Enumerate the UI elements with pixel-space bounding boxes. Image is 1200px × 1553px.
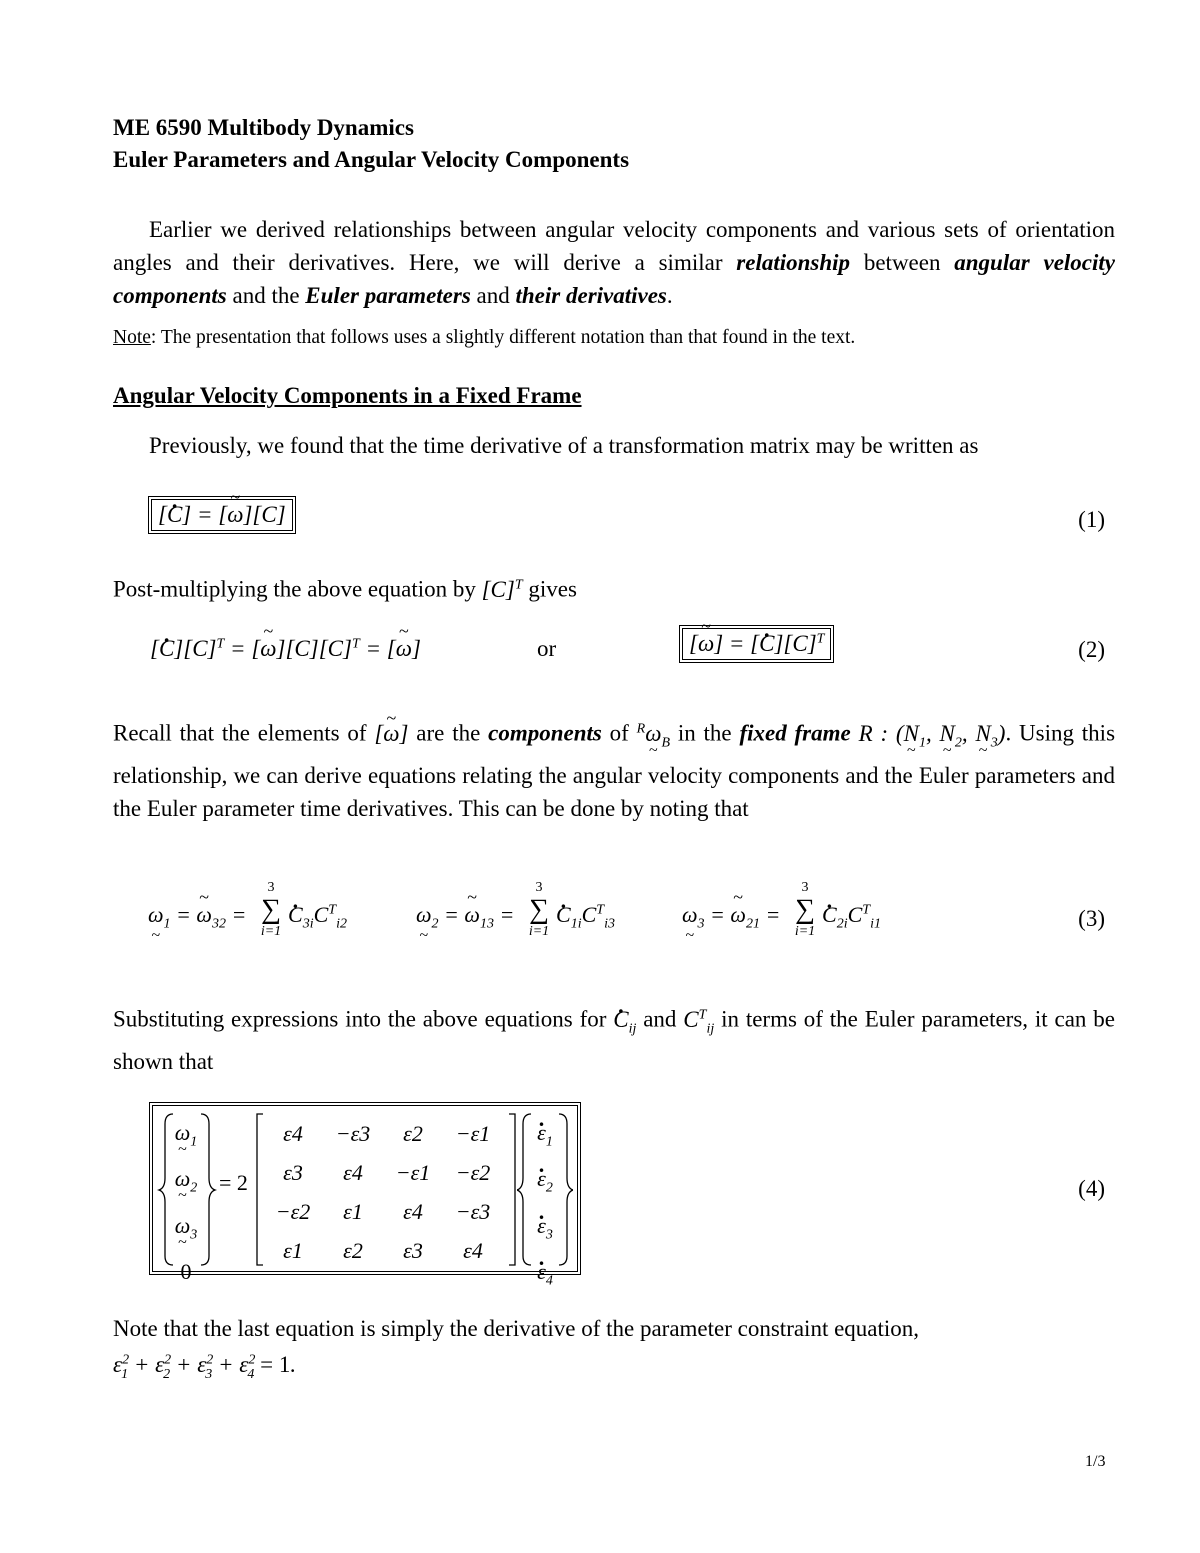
paragraph-1: Previously, we found that the time derivative of a transformation matrix may be written as (149, 433, 979, 458)
paragraph-4: Substituting expressions into the above equations for . $C_{ij}$ and $C^T_{ij}$ in terms of the Euler parameters, it can be shown that (113, 998, 1115, 1078)
equation-1-number: (1) (1078, 507, 1105, 532)
constraint-equation: $\varepsilon^2_1 + \varepsilon^2_2 + \varepsilon^2_3 + \varepsilon^2_4 = 1$. (113, 1352, 297, 1382)
equation-3-number: (3) (1078, 906, 1105, 931)
page-number: 1/3 (1085, 1453, 1106, 1470)
topic-title: Euler Parameters and Angular Velocity Components (113, 147, 630, 172)
equation-4-number: (4) (1078, 1176, 1105, 1201)
paragraph-3: Recall that the elements of [~ ω] are the components of $^R$ω $\sim_B$ in the fixed frame R : (N $\sim_1$, N $\sim_2$, N $\sim_3$). Using this relationship, we can derive equations relating the angular velocity components and the Euler parameters and the Euler parameter time derivatives. This can be done by noting that (113, 712, 1115, 825)
paragraph-5: Note that the last equation is simply the derivative of the parameter constraint equation, (113, 1316, 920, 1341)
section-heading: Angular Velocity Components in a Fixed Frame (113, 383, 582, 408)
paragraph-2: Post-multiplying the above equation by $[C]^T$ gives (113, 576, 577, 602)
or-text: or (537, 636, 557, 661)
coefficient: = 2 (219, 1170, 248, 1195)
equation-1: [. C] = [~ ω][C] (151, 499, 293, 531)
equation-2-boxed: [~ ω] = [. $C][C]^T$ (682, 628, 831, 660)
course-title: ME 6590 Multibody Dynamics (113, 115, 414, 140)
epsilon-dot-vector: . $\varepsilon_1$ . $\varepsilon_2$ . $\varepsilon_3$ . $\varepsilon_4$ (529, 1114, 561, 1300)
equation-4 (152, 1105, 578, 1289)
omega-vector: ω $\sim_1$ ω $\sim_2$ ω $\sim_3$ 0 (171, 1114, 201, 1290)
euler-matrix: ε4 −ε3 ε2 −ε1 ε3 ε4 −ε1 −ε2 −ε2 ε1 ε4 −ε3 ε1 ε2 ε3 ε4 (275, 1120, 491, 1263)
equation-2-number: (2) (1078, 637, 1105, 662)
notation-note: Note: The presentation that follows uses a slightly different notation than that found in the text. (113, 327, 856, 348)
intro-paragraph: Earlier we derived relationships between angular velocity components and various sets of orientation angles and their derivatives. Here, we will derive a similar relationship between angular velocity components and the Euler parameters and their derivatives. (113, 217, 1115, 308)
equation-2-left: [. $C][C]^T$ = [~ $\omega][C][C]^T$ = [~ ω] (150, 636, 421, 662)
equation-3: ω $\sim_1$ = ~ $\omega_{32}$ = 3 ∑ i=1 . $C_{3i}C^T_{i2}$ ω $\sim_2$ = ~ $\omega_{13}$ = 3 ∑ i=1 . $C_{1i}C^T_{i3}$ ω $\sim_3$ = ~ $\omega_{21}$ = 3 ∑ i=1 . $C_{2i}C^T_{i1}$ (148, 880, 1048, 960)
